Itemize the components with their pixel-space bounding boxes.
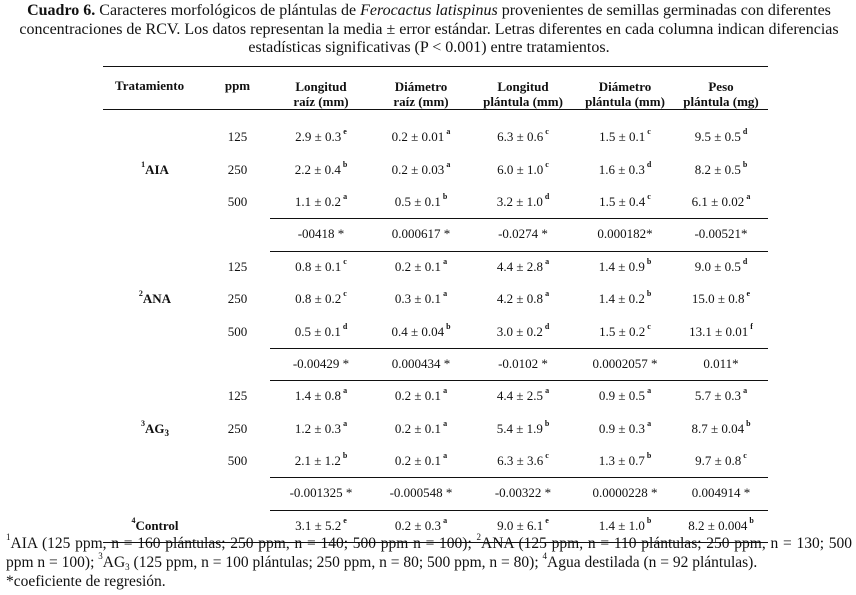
cell-value: 0.8 ± 0.1 xyxy=(295,258,342,274)
significance-letter: a xyxy=(446,127,451,137)
cell-longitud-plantula xyxy=(470,251,576,283)
coef-diametro-raiz: 0.000617 * xyxy=(391,226,451,242)
ppm-cell: 250 xyxy=(227,291,248,307)
cell-value: 0.5 ± 0.1 xyxy=(294,323,341,339)
cell-diametro-plantula xyxy=(576,186,674,218)
cell-longitud-plantula xyxy=(470,380,576,412)
cell-longitud-raiz xyxy=(270,153,372,185)
cell-diametro-plantula xyxy=(576,380,674,412)
significance-letter: a xyxy=(343,418,348,428)
treatment-footnote-marker: 2 xyxy=(138,289,143,299)
cell-value: 9.0 ± 6.1 xyxy=(497,517,544,533)
cell-value: 6.0 ± 1.0 xyxy=(497,161,544,177)
cell-diametro-raiz xyxy=(372,413,470,445)
significance-letter: a xyxy=(746,191,751,201)
cell-longitud-raiz xyxy=(270,186,372,218)
significance-letter: c xyxy=(545,451,549,461)
coef-peso-plantula: -0.00521* xyxy=(694,226,748,242)
coef-peso-plantula: 0.004914 * xyxy=(691,485,751,501)
cell-diametro-raiz xyxy=(372,251,470,283)
cell-value: 0.2 ± 0.1 xyxy=(394,420,442,436)
cell-longitud-raiz xyxy=(270,445,372,477)
significance-letter: d xyxy=(544,191,550,201)
morphology-table xyxy=(103,66,768,542)
table-row xyxy=(103,380,768,412)
cell-value: 1.4 ± 0.8 xyxy=(294,388,342,404)
significance-letter: a xyxy=(545,289,550,299)
significance-letter: b xyxy=(746,418,751,428)
treatment-footnote-marker: 4 xyxy=(131,515,136,525)
cell-value: 0.2 ± 0.1 xyxy=(394,258,442,274)
cell-value: 0.8 ± 0.2 xyxy=(295,291,342,307)
cell-value: 4.2 ± 0.8 xyxy=(496,291,544,307)
cell-value: 1.2 ± 0.3 xyxy=(294,420,342,436)
cell-value: 0.9 ± 0.3 xyxy=(598,420,646,436)
blank-cell xyxy=(103,218,205,250)
cell-peso-plantula xyxy=(674,315,768,347)
significance-letter: a xyxy=(545,256,550,266)
cell-value: 9.5 ± 0.5 xyxy=(694,129,741,145)
treatment-name: AIA xyxy=(145,161,169,177)
cell-longitud-raiz xyxy=(270,380,372,412)
cell-peso-plantula xyxy=(674,445,768,477)
cell-peso-plantula xyxy=(674,186,768,218)
coef-diametro-plantula: 0.000182* xyxy=(597,226,653,242)
table-row xyxy=(103,121,768,153)
cell-longitud-raiz xyxy=(270,413,372,445)
cell-value: 8.2 ± 0.004 xyxy=(688,517,748,533)
cell-value: 2.2 ± 0.4 xyxy=(294,161,341,177)
caption-text-before: Caracteres morfológicos de plántulas de xyxy=(95,2,361,19)
significance-letter: b xyxy=(646,289,652,299)
cell-diametro-raiz xyxy=(372,380,470,412)
blank-cell xyxy=(103,477,205,509)
significance-letter: b xyxy=(646,256,652,266)
cell-peso-plantula xyxy=(674,121,768,153)
header-ppm: ppm xyxy=(224,78,251,93)
cell-value: 15.0 ± 0.8 xyxy=(691,291,745,307)
significance-letter: d xyxy=(342,321,348,331)
significance-letter: a xyxy=(647,418,652,428)
cell-diametro-raiz xyxy=(372,121,470,153)
treatment-label xyxy=(103,251,205,348)
cell-peso-plantula xyxy=(674,413,768,445)
cell-diametro-plantula xyxy=(576,283,674,315)
treatment-footnote-marker: 3 xyxy=(141,418,145,428)
cell-value: 1.6 ± 0.3 xyxy=(598,161,645,177)
footnote-2-marker: 2 xyxy=(476,532,482,542)
cell-diametro-raiz xyxy=(372,283,470,315)
header-longitud-plantula: Longitud plántula (mm) xyxy=(483,78,563,109)
coef-longitud-plantula: -0.00322 * xyxy=(494,485,552,501)
significance-letter: e xyxy=(343,127,347,137)
header-diametro-raiz: Diámetro raíz (mm) xyxy=(393,78,449,109)
cell-longitud-plantula xyxy=(470,283,576,315)
cell-value: 6.1 ± 0.02 xyxy=(691,193,745,209)
cell-diametro-plantula xyxy=(576,251,674,283)
ppm-cell: 500 xyxy=(227,193,248,209)
footnote-control: Agua destilada (n = 92 plántulas). xyxy=(547,553,758,571)
footnote-4-marker: 4 xyxy=(542,550,548,561)
caption-species: Ferocactus latispinus xyxy=(360,2,498,19)
cell-value: 0.2 ± 0.1 xyxy=(394,453,442,469)
significance-letter: a xyxy=(743,386,748,396)
table-caption xyxy=(6,2,852,58)
cell-diametro-raiz xyxy=(372,153,470,185)
significance-letter: b xyxy=(646,515,652,525)
footnote-3-marker: 3 xyxy=(98,550,103,561)
regression-top-rule xyxy=(270,218,768,219)
significance-letter: a xyxy=(443,289,448,299)
treatment-name: ANA xyxy=(142,291,172,307)
blank-cell xyxy=(205,348,270,380)
significance-letter: a xyxy=(545,386,550,396)
significance-letter: a xyxy=(443,386,448,396)
significance-letter: d xyxy=(646,159,652,169)
cell-longitud-plantula xyxy=(470,315,576,347)
significance-letter: e xyxy=(545,515,549,525)
coef-longitud-raiz: -0.00429 * xyxy=(292,355,350,371)
cell-peso-plantula xyxy=(674,153,768,185)
cell-value: 9.7 ± 0.8 xyxy=(695,453,742,469)
ppm-cell: 250 xyxy=(227,161,248,177)
cell-peso-plantula xyxy=(674,380,768,412)
treatment-label xyxy=(103,121,205,218)
cell-value: 1.5 ± 0.2 xyxy=(599,323,646,339)
significance-letter: c xyxy=(647,127,651,137)
significance-letter: d xyxy=(742,256,748,266)
cell-value: 0.2 ± 0.01 xyxy=(391,129,445,145)
footnote-ana: ANA (125 ppm, n = 110 plántulas; 250 ppm, n = 130; 500 ppm n = 100); xyxy=(6,535,852,571)
ppm-cell: 500 xyxy=(227,323,248,339)
coef-diametro-raiz: 0.000434 * xyxy=(391,355,451,371)
cell-value: 8.2 ± 0.5 xyxy=(694,161,741,177)
cell-value: 0.5 ± 0.1 xyxy=(394,193,441,209)
coef-diametro-plantula: 0.0002057 * xyxy=(592,355,658,371)
footnote-1-marker: 1 xyxy=(6,532,11,542)
coef-diametro-plantula: 0.0000228 * xyxy=(592,485,658,501)
regression-row xyxy=(103,477,768,509)
significance-letter: b xyxy=(749,515,754,525)
ppm-cell: 250 xyxy=(227,420,248,436)
regression-row xyxy=(103,218,768,250)
cell-diametro-plantula xyxy=(576,413,674,445)
regression-top-rule xyxy=(270,348,768,349)
table-row xyxy=(103,251,768,283)
significance-letter: a xyxy=(443,256,448,266)
cell-value: 0.3 ± 0.1 xyxy=(394,291,442,307)
significance-letter: a xyxy=(343,386,348,396)
cell-diametro-raiz xyxy=(372,315,470,347)
significance-letter: a xyxy=(446,159,451,169)
blank-cell xyxy=(103,348,205,380)
cell-value: 2.1 ± 1.2 xyxy=(294,453,341,469)
cell-value: 0.2 ± 0.03 xyxy=(391,161,445,177)
significance-letter: c xyxy=(545,127,549,137)
cell-peso-plantula xyxy=(674,251,768,283)
cell-longitud-raiz xyxy=(270,283,372,315)
cell-value: 0.2 ± 0.1 xyxy=(394,388,442,404)
cell-value: 9.0 ± 0.5 xyxy=(694,258,741,274)
cell-diametro-raiz xyxy=(372,186,470,218)
coef-longitud-raiz: -00418 * xyxy=(297,226,345,242)
blank-cell xyxy=(205,218,270,250)
cell-value: 1.1 ± 0.2 xyxy=(294,193,342,209)
significance-letter: b xyxy=(342,451,348,461)
treatment-label xyxy=(103,380,205,477)
significance-letter: c xyxy=(743,451,747,461)
cell-diametro-raiz xyxy=(372,445,470,477)
significance-letter: e xyxy=(746,289,751,299)
caption-text-after: provenientes de semillas germinadas con diferentes concentraciones de RCV. Los datos representan la media ± error estándar. Letras diferentes en cada columna indican diferencias estadísticas significativas (P < 0.001) entre tratamientos. xyxy=(19,2,839,56)
cell-value: 4.4 ± 2.5 xyxy=(496,388,544,404)
treatment-footnote-marker: 1 xyxy=(141,159,146,169)
footnote-ag3-subscript: 3 xyxy=(125,561,130,572)
significance-letter: c xyxy=(647,191,651,201)
cell-value: 13.1 ± 0.01 xyxy=(689,323,749,339)
cell-value: 1.5 ± 0.1 xyxy=(599,129,646,145)
cell-value: 3.0 ± 0.2 xyxy=(496,323,543,339)
coef-longitud-raiz: -0.001325 * xyxy=(289,485,353,501)
cell-value: 0.4 ± 0.04 xyxy=(391,323,445,339)
cell-value: 1.5 ± 0.4 xyxy=(599,193,646,209)
ppm-cell: 125 xyxy=(227,129,248,145)
cell-longitud-raiz xyxy=(270,121,372,153)
caption-label: Cuadro 6. xyxy=(27,2,96,19)
footnote-ag3-name: AG xyxy=(102,553,126,571)
cell-value: 0.9 ± 0.5 xyxy=(598,388,646,404)
cell-longitud-plantula xyxy=(470,445,576,477)
significance-letter: c xyxy=(343,289,347,299)
cell-diametro-plantula xyxy=(576,445,674,477)
significance-letter: b xyxy=(742,159,748,169)
footnote-aia: AIA (125 ppm, n = 160 plántulas; 250 ppm, n = 140; 500 ppm n = 100); xyxy=(10,535,472,552)
significance-letter: d xyxy=(544,321,550,331)
cell-value: 8.7 ± 0.04 xyxy=(691,420,745,436)
treatment-name: AG xyxy=(145,420,165,436)
blank-cell xyxy=(205,477,270,509)
cell-value: 0.2 ± 0.3 xyxy=(394,517,442,533)
significance-letter: e xyxy=(343,515,347,525)
treatment-subscript: 3 xyxy=(164,427,169,438)
coef-peso-plantula: 0.011* xyxy=(703,355,739,371)
cell-value: 3.2 ± 1.0 xyxy=(496,193,543,209)
cell-value: 6.3 ± 3.6 xyxy=(497,453,544,469)
significance-letter: a xyxy=(443,515,448,525)
table-header-row xyxy=(103,66,768,121)
cell-diametro-plantula xyxy=(576,121,674,153)
ppm-cell: 500 xyxy=(227,453,248,469)
cell-value: 5.7 ± 0.3 xyxy=(694,388,742,404)
cell-longitud-plantula xyxy=(470,153,576,185)
regression-bottom-rule xyxy=(270,251,768,252)
coef-longitud-plantula: -0.0102 * xyxy=(498,355,548,371)
significance-letter: b xyxy=(342,159,348,169)
treatment-name: Control xyxy=(135,517,179,533)
regression-row xyxy=(103,348,768,380)
cell-longitud-raiz xyxy=(270,315,372,347)
cell-value: 4.4 ± 2.8 xyxy=(496,258,544,274)
ppm-cell: 125 xyxy=(227,258,248,274)
cell-value: 3.1 ± 5.2 xyxy=(295,517,342,533)
significance-letter: b xyxy=(646,451,652,461)
cell-diametro-plantula xyxy=(576,153,674,185)
cell-value: 6.3 ± 0.6 xyxy=(497,129,544,145)
significance-letter: a xyxy=(443,418,448,428)
significance-letter: a xyxy=(443,451,448,461)
coef-longitud-plantula: -0.0274 * xyxy=(498,226,548,242)
header-tratamiento: Tratamiento xyxy=(115,78,185,93)
cell-peso-plantula xyxy=(674,283,768,315)
significance-letter: b xyxy=(544,418,550,428)
table-footnotes xyxy=(6,532,852,592)
cell-longitud-raiz xyxy=(270,251,372,283)
header-longitud-raiz: Longitud raíz (mm) xyxy=(293,78,349,109)
regression-top-rule xyxy=(270,477,768,478)
significance-letter: b xyxy=(442,191,448,201)
header-peso-plantula: Peso plántula (mg) xyxy=(683,78,759,109)
cell-diametro-plantula xyxy=(576,315,674,347)
footnote-regression: *coeficiente de regresión. xyxy=(6,573,166,590)
cell-longitud-plantula xyxy=(470,413,576,445)
coef-diametro-raiz: -0.000548 * xyxy=(389,485,453,501)
cell-value: 1.3 ± 0.7 xyxy=(598,453,645,469)
cell-value: 1.4 ± 0.9 xyxy=(598,258,645,274)
cell-value: 1.4 ± 0.2 xyxy=(598,291,645,307)
ppm-cell: 125 xyxy=(227,388,248,404)
cell-longitud-plantula xyxy=(470,186,576,218)
regression-bottom-rule xyxy=(270,510,768,511)
significance-letter: b xyxy=(446,321,451,331)
significance-letter: d xyxy=(742,127,748,137)
table-body xyxy=(103,121,768,542)
regression-bottom-rule xyxy=(270,380,768,381)
significance-letter: a xyxy=(647,386,652,396)
header-diametro-plantula: Diámetro plántula (mm) xyxy=(585,78,665,109)
significance-letter: c xyxy=(343,256,347,266)
significance-letter: f xyxy=(750,321,753,331)
significance-letter: c xyxy=(647,321,651,331)
footnote-ag3: (125 ppm, n = 100 plántulas; 250 ppm, n = 80; 500 ppm, n = 80); xyxy=(129,553,539,571)
cell-longitud-plantula xyxy=(470,121,576,153)
significance-letter: a xyxy=(343,191,348,201)
cell-value: 2.9 ± 0.3 xyxy=(295,129,342,145)
significance-letter: c xyxy=(545,159,549,169)
cell-value: 5.4 ± 1.9 xyxy=(496,420,543,436)
cell-value: 1.4 ± 1.0 xyxy=(598,517,645,533)
